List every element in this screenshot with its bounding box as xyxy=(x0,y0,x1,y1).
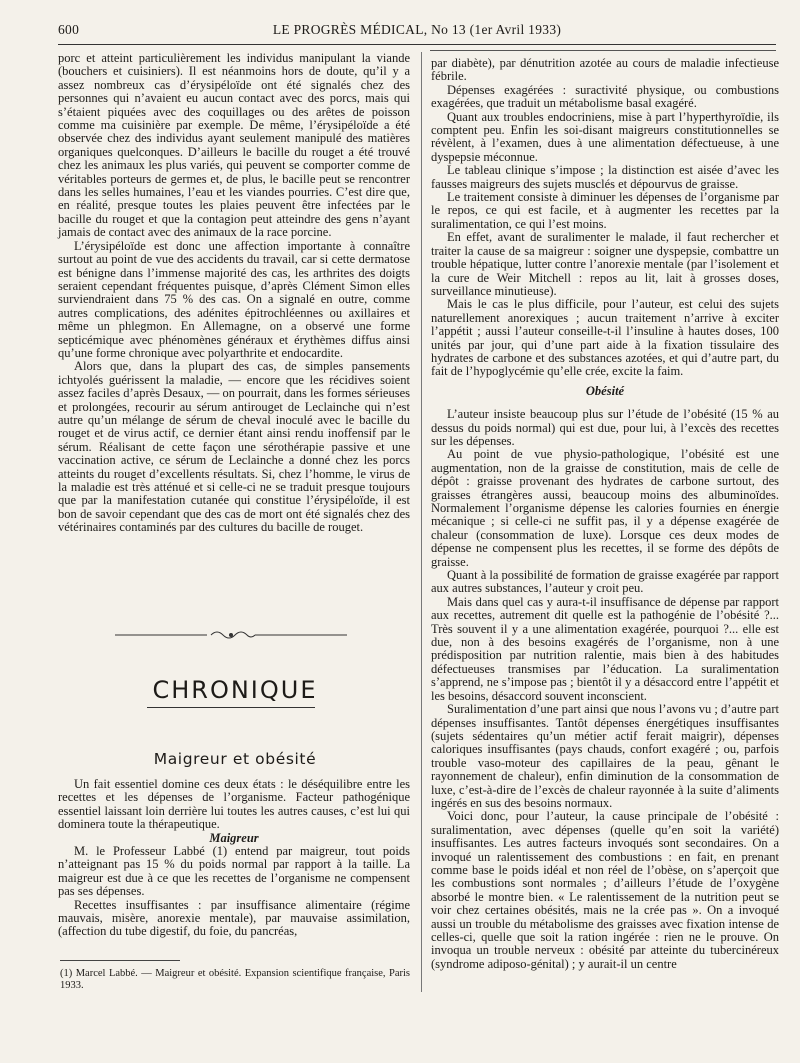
paragraph: Quant aux troubles endocriniens, mise à part l’hyperthyroïdie, ils comptent peu. Enfin les soi-disant maigreurs constitutionnelles se révèlent, à l’examen, dues à une alimentation défectueuse, à une dyspepsie méconnue. xyxy=(431,109,779,164)
header-rule xyxy=(58,44,776,45)
paragraph: porc et atteint particulièrement les individus manipulant la viande (bouchers et cuisiniers). Il est néanmoins hors de doute, qu’il y a assez nombreux cas d’érysipéloïde ont été signalés chez des personnes qui n’avaient eu aucun contact avec des porcs, mais qui s’étaient piquées avec des coquillages ou des arêtes de poisson comme ma cuisinière par exemple. De même, l’érysipéloïde a été observée chez des individus ayant seulement manipulé des matières organiques quelconques. D’ailleurs le bacille du rouget a été trouvé chez les animaux les plus variés, qui peuvent se comporter comme de véritables porteurs de germes et, de plus, le bacille peut se rencontrer dans les selles humaines, l’eau et les viandes pourries. C’est dire que, en réalité, presque toutes les plaies peuvent être infectées par le bacille du rouget et que la contagion peut atteindre des gens n’ayant jamais de contact avec des animaux de la race porcine. xyxy=(58,51,410,240)
paragraph: L’érysipéloïde est donc une affection importante à connaître surtout au point de vue des accidents du travail, car si cette dermatose est bénigne dans l’immense majorité des cas, les arthrites des doigts seraient cependant fréquentes puisque, d’après Clément Simon elles surviendraient dans 75 % des cas. On a signalé en outre, comme autres complications, des adénites épitrochléennes ou axillaires et même un phlegmon. En Allemagne, on a observé une forme septicémique avec phénomènes généraux et érythèmes diffus ainsi qu’une forme chronique avec polyarthrite et endocardite. xyxy=(58,238,410,360)
chronique-body xyxy=(58,778,410,939)
right-column xyxy=(431,57,779,971)
paragraph: par diabète), par dénutrition azotée au cours de maladie infectieuse fébrile. xyxy=(431,56,779,84)
footnote-rule xyxy=(60,960,180,961)
heading-rule xyxy=(147,707,315,708)
article-title: Maigreur et obésité xyxy=(153,750,317,768)
section-heading: CHRONIQUE xyxy=(152,676,318,704)
paragraph: Recettes insuffisantes : par insuffisance alimentaire (régime mauvais, misère, anorexie mentale), par mauvaise assimilation, (affection du tube digestif, du foie, du pancréas, xyxy=(58,897,410,939)
left-column xyxy=(58,52,410,535)
journal-title: LE PROGRÈS MÉDICAL, No 13 (1er Avril 1933) xyxy=(272,22,562,37)
right-top-rule xyxy=(430,50,776,51)
subheading-obesite: Obésité xyxy=(585,383,625,398)
paragraph: Suralimentation d’une part ainsi que nous l’avons vu ; d’autre part dépenses insuffisantes. Tantôt dépenses énergétiques insuffisantes (sujets sédentaires qu’un métier actif ferait maigrir), dépenses caloriques insuffisantes (pays chauds, confort exagéré ; ou, parfois trouble vaso-moteur des capillaires de la peau, gênant le rayonnement de chaleur), enfin diminution de la consommation de luxe, c’est-à-dire de l’excès de chaleur rayonnée à la suite d’aliments ingérés en sus des besoins normaux. xyxy=(431,702,779,810)
paragraph: Voici donc, pour l’auteur, la cause principale de l’obésité : suralimentation, avec dépenses (quelle qu’en soit la variété) insuffisantes. Les autres facteurs invoqués sont secondaires. On a invoqué un ralentissement des combustions : en fait, en prenant comme base le poids idéal et non réel de l’obèse, on s’aperçoit que les combustions sont normales ; d’ailleurs l’étude de l’oxygène absorbé le montre bien. « Le ralentissement de la nutrition peut se voir chez certaines obésités, mais ne la crée pas ». On a invoqué aussi un trouble du métabolisme des graisses avec fixation intense de celles-ci, quelle que soit la ration ingérée : rien ne le prouve. On invoqua un trouble nerveux : obésité par atteinte du tubercinéreux (syndrome adiposo-génital) ; y aurait-il un centre xyxy=(431,809,779,971)
ornament-divider xyxy=(115,628,347,642)
paragraph: Alors que, dans la plupart des cas, de simples pansements ichtyolés guérissent la maladie, — encore que les récidives soient assez faciles d’après Desaux, — on pourrait, dans les formes sérieuses et prolongées, recourir au sérum antirouget de Leclainche qui n’est autre qu’un mélange de sérum de cheval inoculé avec le bacille du rouget et de virus actif, ce dernier étant ainsi rendu inoffensif par le sérum. Réalisant de cette façon une sérothérapie passive et une vaccination active, ce sérum de Leclainche a donné chez les porcs atteints du rouget d’excellents résultats. Si, chez l’homme, le virus de la maladie est très atténué et si celle-ci ne se traduit presque toujours que par la manifestation cutanée qui constitue l’érysipéloïde, il est bon de savoir cependant que des cas de mort ont été signalés chez des vétérinaires contaminés par des cultures du bacille de rouget. xyxy=(58,359,410,535)
paragraph: Le tableau clinique s’impose ; la distinction est aisée d’avec les fausses maigreurs des sujets musclés et dépourvus de graisse. xyxy=(431,163,779,191)
page-number: 600 xyxy=(58,22,80,37)
paragraph: M. le Professeur Labbé (1) entend par maigreur, tout poids n’atteignant pas 15 % du poids normal par rapport à la taille. La maigreur est due à ce que les recettes de l’organisme ne compensent pas ses dépenses. xyxy=(58,844,410,899)
paragraph: L’auteur insiste beaucoup plus sur l’étude de l’obésité (15 % au dessus du poids normal) qui est due, pour lui, à l’excès des recettes sur les dépenses. xyxy=(431,407,779,448)
paragraph: Au point de vue physio-pathologique, l’obésité est une augmentation, non de la graisse de constitution, mais de celle de dépôt : graisse provenant des hydrates de carbone surtout, des graisses étrangères aussi, beaucoup moins des albuminoïdes. Normalement l’organisme dépense les calories fournies en énergie mécanique ; si celle-ci ne suffit pas, il y a dépense exagérée de chaleur (consommation de luxe). Lorsque ces deux modes de dépense ne compensent plus les recettes, il se forme des dépôts de graisse. xyxy=(431,447,779,569)
intro-paragraph: Un fait essentiel domine ces deux états : le déséquilibre entre les recettes et les dépenses de l’organisme. Facteur pathogénique essentiel laissant loin derrière lui toutes les autres causes, c’est lui qui dominera toute la thérapeutique. xyxy=(58,777,410,832)
paragraph: Mais dans quel cas y aura-t-il insuffisance de dépense par rapport aux recettes, autrement dit quelle est la pathogénie de l’obésité ?... Très souvent il y a une alimentation exagérée, pourquoi ?... elle est due, non à des besoins exagérés de l’organisme, non à une prédisposition par nutrition ralentie, mais bien à des habitudes défectueuses transmises par l’éducation. La suralimentation s’apprend, ne s’impose pas ; bientôt il y a désaccord entre l’appétit et les besoins, désaccord souvent inconscient. xyxy=(431,594,779,703)
subheading-maigreur: Maigreur xyxy=(209,830,259,845)
column-divider xyxy=(421,52,422,992)
paragraph: Mais le cas le plus difficile, pour l’auteur, est celui des sujets naturellement anorexiques ; aucun traitement n’arrive à exciter l’appétit ; aussi l’auteur conseille-t-il l’insuline à hautes doses, 100 unités par jour, qui d’une part aide à la fixation tissulaire des hydrates de carbone et des substances azotées, et qui d’autre part, du fait de l’hypoglycémie qu’elle crée, excite la faim. xyxy=(431,297,779,379)
paragraph: Quant à la possibilité de formation de graisse exagérée par rapport aux autres substances, l’auteur y croit peu. xyxy=(431,568,779,596)
paragraph: Dépenses exagérées : suractivité physique, ou combustions exagérées, que traduit un métabolisme basal exagéré. xyxy=(431,82,779,111)
running-header xyxy=(58,22,776,40)
footnote: (1) Marcel Labbé. — Maigreur et obésité. Expansion scientifique française, Paris 1933. xyxy=(60,968,410,991)
paragraph: Le traitement consiste à diminuer les dépenses de l’organisme par le repos, ce qui est facile, et à augmenter les recettes par la suralimentation, ce qui l’est moins. xyxy=(431,190,779,231)
paragraph: En effet, avant de suralimenter le malade, il faut rechercher et traiter la cause de sa maigreur : soigner une dyspepsie, combattre un trouble hépatique, lutter contre l’anorexie mentale (par l’isolement et la cure de Weir Mitchell : repos au lit, lait à grosses doses, surveillance minutieuse). xyxy=(431,230,779,298)
